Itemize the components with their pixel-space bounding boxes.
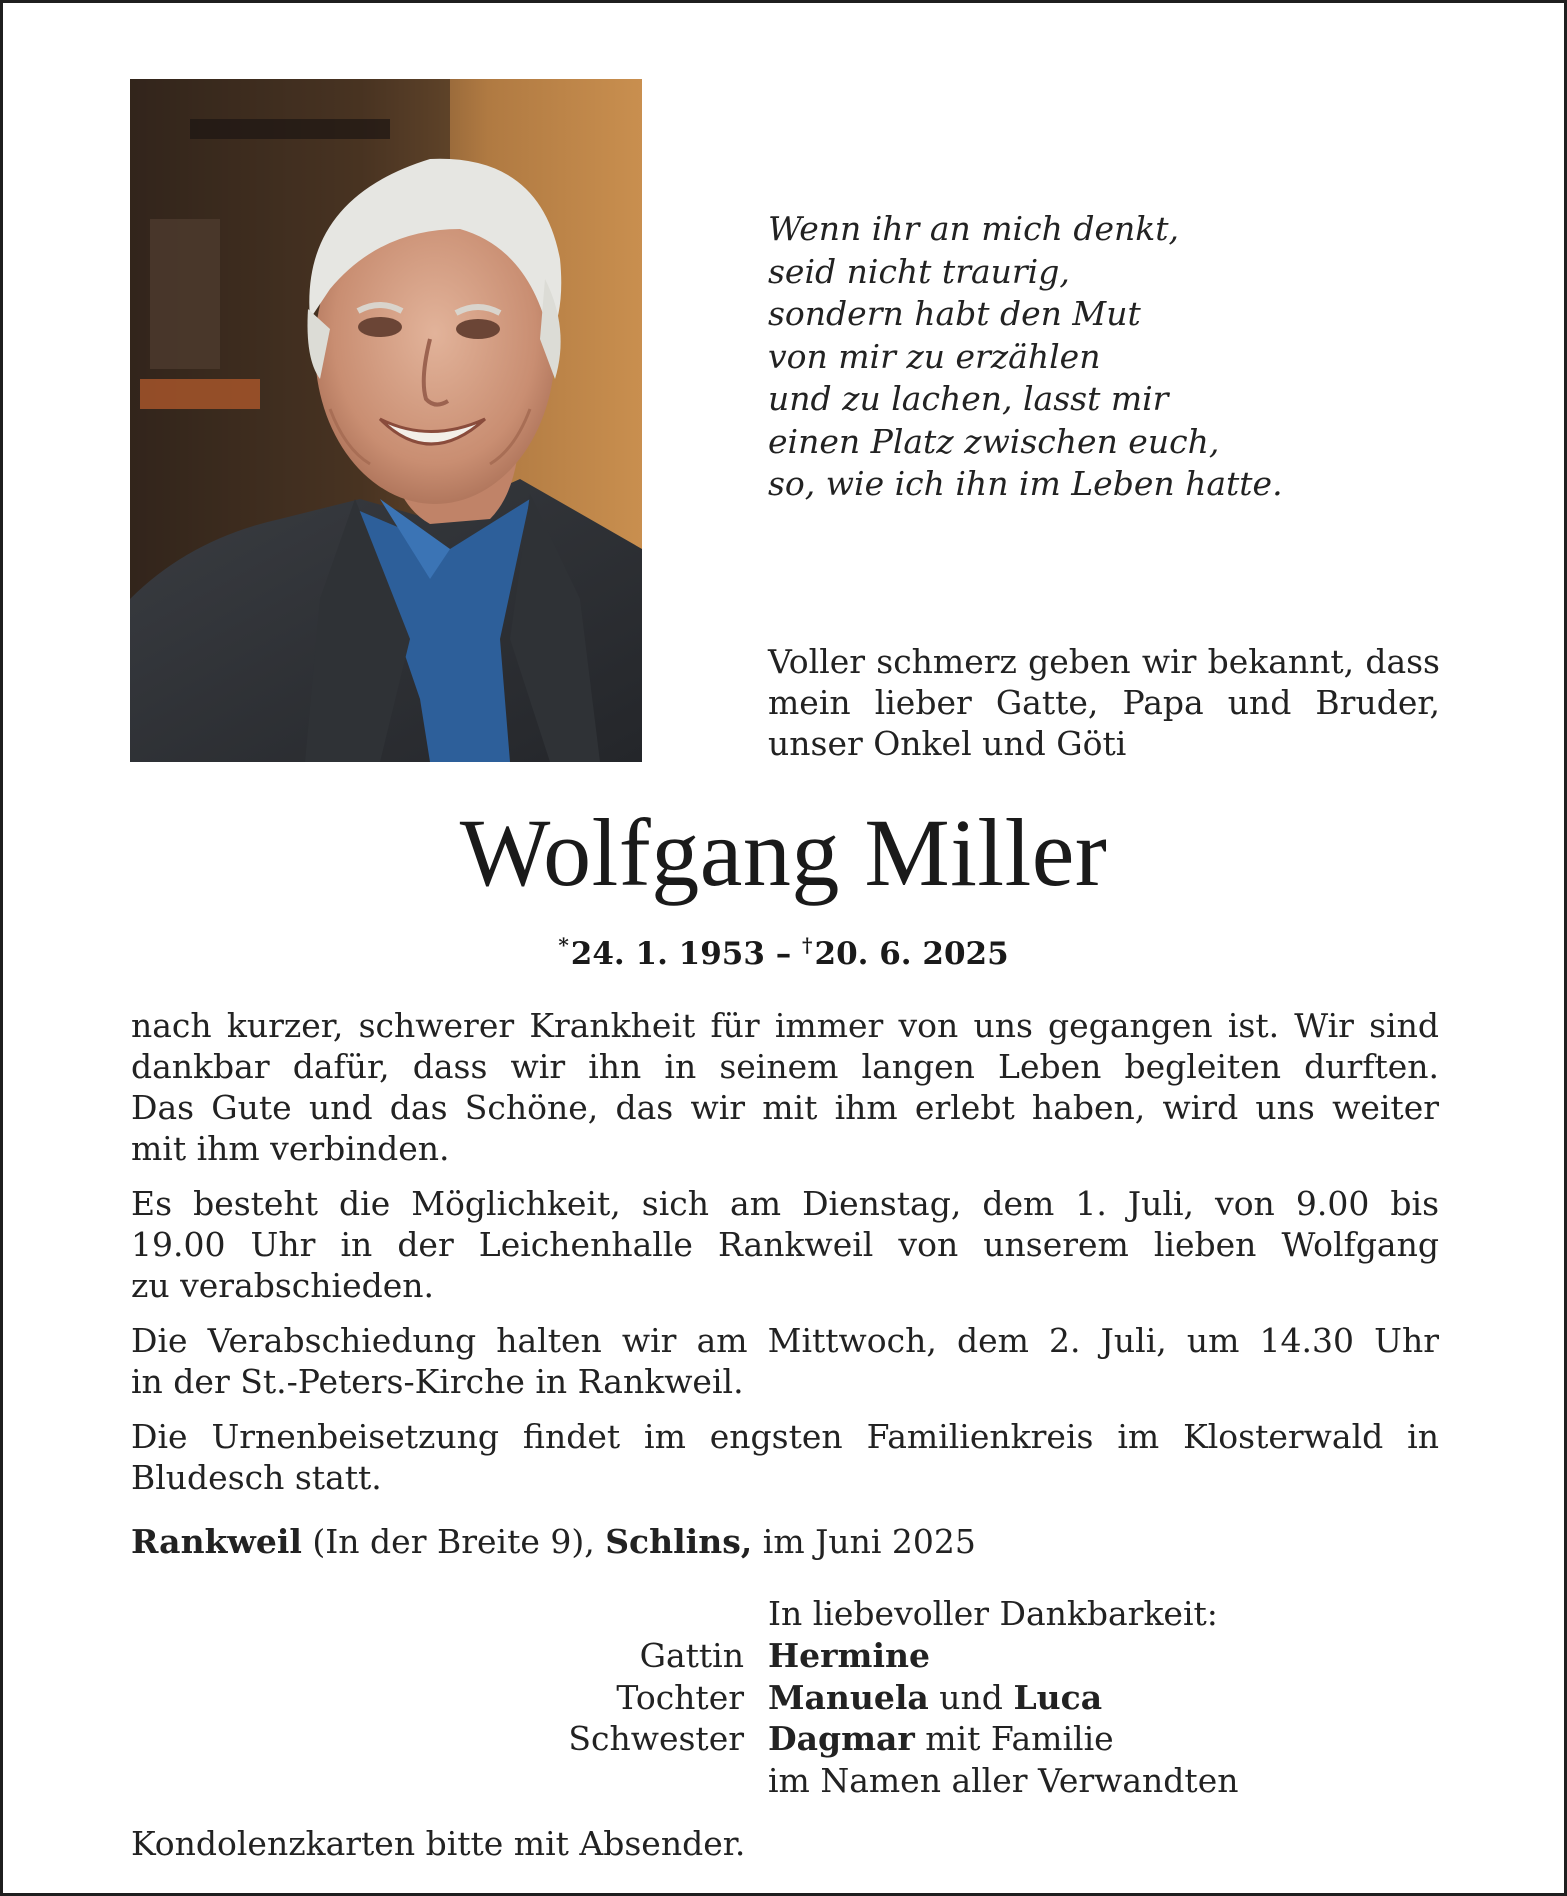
body-line: zu verabschieden. bbox=[131, 1266, 435, 1305]
thanks-heading: In liebevoller Dankbarkeit: bbox=[768, 1594, 1218, 1633]
poem-line: Wenn ihr an mich denkt, bbox=[768, 209, 1179, 248]
mourner-names bbox=[768, 1677, 1102, 1718]
town-schlins: Schlins, bbox=[605, 1522, 753, 1561]
body-line: Bludesch statt. bbox=[131, 1458, 382, 1497]
body-paragraph bbox=[131, 1416, 1439, 1498]
deceased-name: Wolfgang Miller bbox=[459, 799, 1108, 906]
birth-date: 24. 1. 1953 bbox=[570, 936, 765, 972]
body-line: Die Verabschiedung halten wir am Mittwoch, dem 2. Juli, um 14.30 Uhr bbox=[131, 1321, 1439, 1360]
mourner-row bbox=[3, 1718, 1564, 1760]
poem-line: und zu lachen, lasst mir bbox=[768, 379, 1169, 418]
mourner-names bbox=[768, 1760, 1238, 1801]
mourner-suffix: im Namen aller Verwandten bbox=[768, 1760, 1239, 1800]
mourner-suffix: mit Familie bbox=[914, 1719, 1114, 1758]
condolence-note: Kondolenzkarten bitte mit Absender. bbox=[131, 1824, 746, 1863]
mourner-names bbox=[768, 1718, 1114, 1759]
body-line: dankbar dafür, dass wir ihn in seinem langen Leben begleiten durften. bbox=[131, 1047, 1439, 1086]
mourner-name: Manuela bbox=[768, 1677, 929, 1717]
announcement-intro bbox=[768, 641, 1440, 764]
birth-symbol: * bbox=[558, 933, 569, 957]
body-line: nach kurzer, schwerer Krankheit für immer von uns gegangen ist. Wir sind bbox=[131, 1006, 1439, 1045]
death-date: 20. 6. 2025 bbox=[814, 936, 1009, 972]
body-paragraph bbox=[131, 1183, 1439, 1306]
intro-line: Voller schmerz geben wir bekannt, dass bbox=[768, 642, 1440, 681]
body-line: in der St.-Peters-Kirche in Rankweil. bbox=[131, 1362, 744, 1401]
body-paragraph bbox=[131, 1005, 1439, 1169]
mourner-relation: Tochter bbox=[616, 1677, 744, 1717]
mourner-name: Luca bbox=[1013, 1677, 1103, 1717]
body-line: Es besteht die Möglichkeit, sich am Dienstag, dem 1. Juli, von 9.00 bis bbox=[131, 1184, 1439, 1223]
date-separator: – bbox=[775, 936, 792, 972]
poem-line: von mir zu erzählen bbox=[768, 336, 1101, 376]
body-line: Die Urnenbeisetzung findet im engsten Familienkreis im Klosterwald in bbox=[131, 1417, 1439, 1456]
mourner-row bbox=[3, 1760, 1564, 1802]
announcement-body bbox=[131, 1005, 1439, 1512]
poem-line: so, wie ich ihn im Leben hatte. bbox=[768, 464, 1283, 503]
place-and-date bbox=[131, 1521, 976, 1562]
poem bbox=[768, 208, 1488, 506]
mourner-connector: und bbox=[928, 1677, 1014, 1717]
body-line: Das Gute und das Schöne, das wir mit ihm erlebt haben, wird uns weiter bbox=[131, 1088, 1439, 1127]
death-symbol: † bbox=[802, 933, 813, 957]
mourner-relation: Schwester bbox=[568, 1719, 744, 1758]
life-dates bbox=[3, 925, 1564, 974]
portrait-photo bbox=[130, 79, 642, 762]
body-line: 19.00 Uhr in der Leichenhalle Rankweil von unserem lieben Wolfgang bbox=[131, 1225, 1439, 1264]
mourner-name: Dagmar bbox=[768, 1719, 915, 1758]
mourner-name: Hermine bbox=[768, 1636, 931, 1675]
poem-line: sondern habt den Mut bbox=[768, 294, 1141, 333]
mourners-list bbox=[3, 1635, 1564, 1801]
month-year: im Juni 2025 bbox=[752, 1522, 976, 1561]
mourner-relation: Gattin bbox=[639, 1636, 744, 1675]
mourner-names bbox=[768, 1635, 930, 1676]
poem-line: einen Platz zwischen euch, bbox=[768, 421, 1220, 461]
poem-line: seid nicht traurig, bbox=[768, 251, 1070, 291]
mourner-row bbox=[3, 1635, 1564, 1677]
address: (In der Breite 9), bbox=[301, 1522, 606, 1561]
mourner-row bbox=[3, 1677, 1564, 1719]
town-rankweil: Rankweil bbox=[131, 1522, 302, 1561]
body-line: mit ihm verbinden. bbox=[131, 1129, 450, 1168]
intro-line: unser Onkel und Göti bbox=[768, 724, 1127, 763]
intro-line: mein lieber Gatte, Papa und Bruder, bbox=[768, 683, 1440, 722]
body-paragraph bbox=[131, 1320, 1439, 1402]
